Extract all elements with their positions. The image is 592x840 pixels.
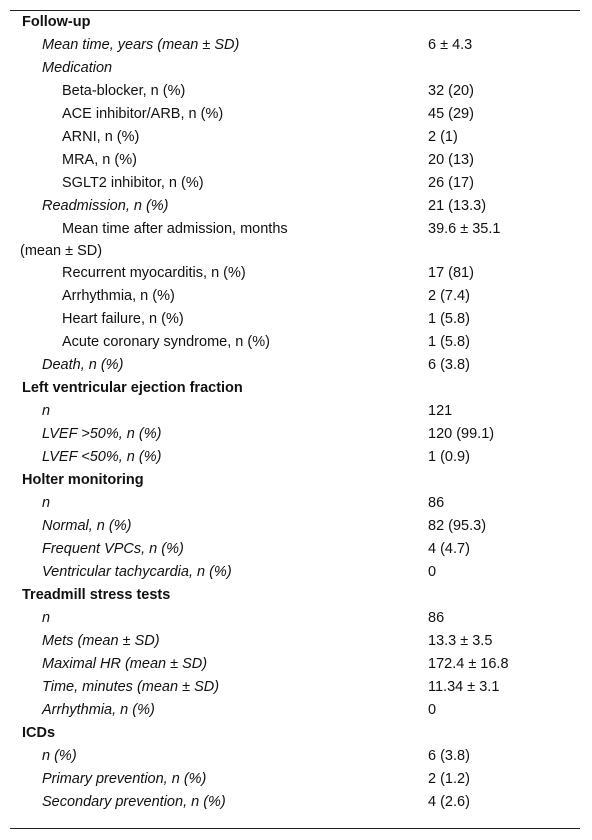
row-label: Heart failure, n (%) bbox=[62, 311, 184, 328]
row-value: 21 (13.3) bbox=[428, 198, 487, 215]
row-value: 1 (5.8) bbox=[428, 311, 470, 328]
row-label: SGLT2 inhibitor, n (%) bbox=[62, 175, 204, 192]
row-value: 86 bbox=[428, 610, 445, 627]
row-label: Arrhythmia, n (%) bbox=[42, 702, 155, 719]
table-row bbox=[10, 34, 592, 57]
row-value bbox=[428, 57, 592, 80]
table-row bbox=[10, 676, 592, 699]
row-label: ARNI, n (%) bbox=[62, 129, 140, 146]
row-value: 6 ± 4.3 bbox=[428, 37, 473, 54]
table-row bbox=[10, 515, 592, 538]
section-value bbox=[428, 377, 592, 400]
table-row bbox=[10, 630, 592, 653]
table-row bbox=[10, 400, 592, 423]
section-title: Holter monitoring bbox=[22, 472, 144, 489]
row-value: 82 (95.3) bbox=[428, 518, 487, 535]
row-label: Mets (mean ± SD) bbox=[42, 633, 160, 650]
table-row bbox=[10, 172, 592, 195]
section-value bbox=[428, 11, 592, 34]
row-label: Maximal HR (mean ± SD) bbox=[42, 656, 208, 673]
table-row bbox=[10, 699, 592, 722]
row-label: LVEF <50%, n (%) bbox=[42, 449, 162, 466]
row-value: 45 (29) bbox=[428, 106, 474, 123]
table-row bbox=[10, 103, 592, 126]
row-label: Beta-blocker, n (%) bbox=[62, 83, 186, 100]
row-label: Normal, n (%) bbox=[42, 518, 132, 535]
section-title: Treadmill stress tests bbox=[22, 587, 171, 604]
row-label: Mean time, years (mean ± SD) bbox=[42, 37, 240, 54]
row-label-line2: (mean ± SD) bbox=[20, 243, 103, 260]
table-row bbox=[10, 149, 592, 172]
row-label: Secondary prevention, n (%) bbox=[42, 794, 226, 811]
table-row bbox=[10, 607, 592, 630]
section-header-row bbox=[10, 584, 592, 607]
row-label bbox=[10, 218, 428, 262]
table-row bbox=[10, 57, 592, 80]
row-value: 6 (3.8) bbox=[428, 748, 470, 765]
table-row bbox=[10, 80, 592, 103]
row-label: Recurrent myocarditis, n (%) bbox=[62, 265, 246, 282]
row-value: 39.6 ± 35.1 bbox=[428, 221, 501, 238]
row-label: Frequent VPCs, n (%) bbox=[42, 541, 184, 558]
row-value: 0 bbox=[428, 702, 437, 719]
table-row bbox=[10, 653, 592, 676]
table-row bbox=[10, 218, 592, 262]
row-label: Arrhythmia, n (%) bbox=[62, 288, 175, 305]
row-value: 1 (0.9) bbox=[428, 449, 470, 466]
row-label: n bbox=[42, 403, 51, 420]
table-bottom-rule bbox=[10, 828, 580, 829]
row-value: 0 bbox=[428, 564, 437, 581]
row-value: 20 (13) bbox=[428, 152, 474, 169]
row-label: n bbox=[42, 610, 51, 627]
table-row bbox=[10, 423, 592, 446]
section-title: ICDs bbox=[22, 725, 56, 742]
table-row bbox=[10, 791, 592, 814]
row-value: 13.3 ± 3.5 bbox=[428, 633, 493, 650]
section-value bbox=[428, 584, 592, 607]
row-value: 26 (17) bbox=[428, 175, 474, 192]
row-label: Acute coronary syndrome, n (%) bbox=[62, 334, 270, 351]
follow-up-table bbox=[10, 11, 592, 814]
table-row bbox=[10, 446, 592, 469]
section-header-row bbox=[10, 11, 592, 34]
row-label: n (%) bbox=[42, 748, 77, 765]
table-row bbox=[10, 126, 592, 149]
table-row bbox=[10, 354, 592, 377]
section-header-row bbox=[10, 722, 592, 745]
row-value: 2 (7.4) bbox=[428, 288, 470, 305]
row-label: Primary prevention, n (%) bbox=[42, 771, 207, 788]
row-label: ACE inhibitor/ARB, n (%) bbox=[62, 106, 224, 123]
row-label: LVEF >50%, n (%) bbox=[42, 426, 162, 443]
section-value bbox=[428, 722, 592, 745]
table-row bbox=[10, 538, 592, 561]
row-label: Time, minutes (mean ± SD) bbox=[42, 679, 220, 696]
row-value: 86 bbox=[428, 495, 445, 512]
section-header-row bbox=[10, 377, 592, 400]
table-row bbox=[10, 308, 592, 331]
table-row bbox=[10, 561, 592, 584]
table-row bbox=[10, 331, 592, 354]
table-row bbox=[10, 285, 592, 308]
row-value: 1 (5.8) bbox=[428, 334, 470, 351]
section-header-row bbox=[10, 469, 592, 492]
row-label: Readmission, n (%) bbox=[42, 198, 169, 215]
row-label: Ventricular tachycardia, n (%) bbox=[42, 564, 232, 581]
row-value: 2 (1.2) bbox=[428, 771, 470, 788]
row-value: 121 bbox=[428, 403, 453, 420]
row-value: 4 (4.7) bbox=[428, 541, 470, 558]
row-value: 4 (2.6) bbox=[428, 794, 470, 811]
row-value: 32 (20) bbox=[428, 83, 474, 100]
row-label-line1: Mean time after admission, months bbox=[62, 221, 288, 238]
row-value: 2 (1) bbox=[428, 129, 458, 146]
section-title: Follow-up bbox=[22, 14, 91, 30]
section-value bbox=[428, 469, 592, 492]
row-value: 172.4 ± 16.8 bbox=[428, 656, 509, 673]
section-title: Left ventricular ejection fraction bbox=[22, 380, 243, 397]
table-row bbox=[10, 492, 592, 515]
row-label: n bbox=[42, 495, 51, 512]
table-row bbox=[10, 745, 592, 768]
row-label: Death, n (%) bbox=[42, 357, 124, 374]
row-value: 120 (99.1) bbox=[428, 426, 495, 443]
table-row bbox=[10, 195, 592, 218]
row-value: 17 (81) bbox=[428, 265, 474, 282]
table-row bbox=[10, 262, 592, 285]
row-value: 6 (3.8) bbox=[428, 357, 470, 374]
row-value: 11.34 ± 3.1 bbox=[428, 679, 500, 696]
table-row bbox=[10, 768, 592, 791]
row-label: Medication bbox=[42, 60, 113, 77]
row-label: MRA, n (%) bbox=[62, 152, 137, 169]
